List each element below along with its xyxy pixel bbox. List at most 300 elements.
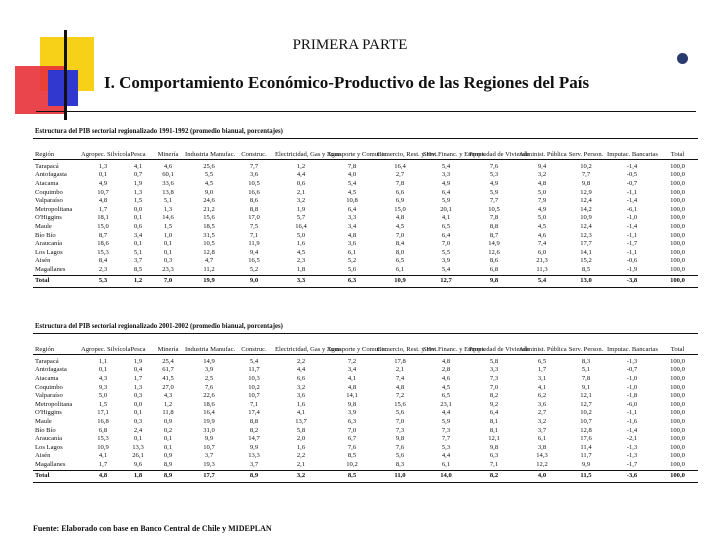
table-cell: 8,4: [395, 240, 405, 248]
table-cell: 9,8: [581, 179, 591, 187]
table-cell: 4,7: [204, 257, 214, 265]
table-row: [33, 206, 698, 215]
table-row: [33, 435, 698, 444]
table-cell: 2,1: [296, 188, 306, 196]
table-row: [33, 418, 698, 427]
table-cell: 23,3: [162, 265, 174, 273]
table-cell: 10,5: [248, 179, 260, 187]
total-cell: 12,7: [423, 275, 469, 287]
table-row: [33, 452, 698, 461]
table-cell: 5,9: [489, 188, 499, 196]
column-header: Imputac. Bancarias: [607, 138, 657, 159]
table-cell: 8,7: [489, 231, 499, 239]
table-cell: 7,0: [489, 383, 499, 391]
table-cell: 0,1: [163, 248, 173, 256]
table-cell: 4,5: [296, 248, 306, 256]
table-cell: 12,1: [488, 435, 500, 443]
region-name: Metropolitana: [35, 400, 73, 408]
table-cell: 14,9: [488, 240, 500, 248]
column-header: Región: [33, 138, 81, 159]
table-cell: 12,8: [203, 248, 215, 256]
table-cell: 41,5: [162, 374, 174, 382]
table-cell: 18,5: [203, 222, 215, 230]
table-cell: 8,2: [489, 392, 499, 400]
table-cell: 14,2: [580, 205, 592, 213]
total-cell: 13,0: [565, 275, 607, 287]
region-name: Araucanía: [35, 435, 63, 443]
table-cell: 11,2: [203, 265, 215, 273]
table-cell: 100,0: [670, 248, 685, 256]
table-row: [33, 223, 698, 232]
table-row: [33, 232, 698, 241]
table-cell: 9,9: [204, 435, 214, 443]
table-cell: -1,3: [626, 452, 638, 460]
table-cell: 1,6: [296, 400, 306, 408]
table-cell: 6,5: [537, 357, 547, 365]
table-cell: 100,0: [670, 265, 685, 273]
total-cell: 5,3: [81, 275, 125, 287]
table-cell: 7,0: [395, 417, 405, 425]
region-name: Bío Bío: [35, 426, 56, 434]
column-header: Total: [657, 138, 698, 159]
table-cell: -1,1: [626, 231, 638, 239]
table-cell: 9,3: [98, 383, 108, 391]
total-cell: 17,7: [185, 470, 233, 482]
table-cell: 7,8: [581, 374, 591, 382]
table-cell: 3,7: [537, 426, 547, 434]
table-cell: 0,3: [133, 392, 143, 400]
region-name: Atacama: [35, 179, 59, 187]
table-cell: 100,0: [670, 188, 685, 196]
table-cell: 3,6: [347, 240, 357, 248]
total-label: Total: [33, 275, 81, 287]
table-cell: -1,4: [626, 162, 638, 170]
table-cell: 5,2: [249, 265, 259, 273]
region-name: Tarapacá: [35, 357, 59, 365]
table-cell: 4,1: [347, 374, 357, 382]
table-cell: -6,0: [626, 400, 638, 408]
column-header: Transporte y Comunic.: [327, 333, 377, 354]
table-cell: 4,6: [441, 374, 451, 382]
table-cell: 25,6: [203, 162, 215, 170]
table-cell: 6,4: [441, 188, 451, 196]
region-name: Maule: [35, 417, 52, 425]
table-cell: 13,8: [162, 188, 174, 196]
column-header: Total: [657, 333, 698, 354]
table-cell: 2,8: [441, 366, 451, 374]
table-cell: 5,6: [347, 265, 357, 273]
table-cell: 8,5: [581, 265, 591, 273]
table-cell: 5,9: [441, 197, 451, 205]
total-cell: 100,0: [657, 275, 698, 287]
table-cell: 2,1: [296, 460, 306, 468]
table-row: [33, 461, 698, 470]
total-cell: 14,0: [423, 470, 469, 482]
table-cell: 0,6: [133, 222, 143, 230]
table-cell: 8,8: [249, 205, 259, 213]
table-cell: 20,1: [440, 205, 452, 213]
table-cell: 27,0: [162, 383, 174, 391]
column-header: Pesca: [125, 333, 151, 354]
total-cell: 8,9: [151, 470, 185, 482]
table-cell: 21,2: [203, 205, 215, 213]
table-cell: 17,6: [580, 435, 592, 443]
column-header: Región: [33, 333, 81, 354]
table-cell: 9,2: [489, 400, 499, 408]
table-cell: 5,4: [347, 179, 357, 187]
table-cell: -1,3: [626, 443, 638, 451]
table-cell: 12,3: [580, 231, 592, 239]
table-cell: 11,3: [536, 265, 548, 273]
table-cell: 4,8: [98, 197, 108, 205]
table-cell: 2,2: [296, 357, 306, 365]
table-cell: 17,8: [394, 357, 406, 365]
total-cell: 1,2: [125, 275, 151, 287]
table-cell: 3,6: [296, 392, 306, 400]
table-cell: 4,1: [133, 162, 143, 170]
table-cell: 1,7: [133, 374, 143, 382]
table-cell: 3,9: [347, 409, 357, 417]
table-cell: 4,8: [395, 383, 405, 391]
table-cell: 11,8: [162, 409, 174, 417]
table-cell: 100,0: [670, 257, 685, 265]
table-cell: 3,1: [537, 374, 547, 382]
table-cell: 31,5: [203, 231, 215, 239]
table-cell: 6,8: [98, 426, 108, 434]
table-cell: 100,0: [670, 460, 685, 468]
total-cell: 1,8: [125, 470, 151, 482]
table-cell: 7,4: [537, 240, 547, 248]
slide-title: I. Comportamiento Económico-Productivo de las Regiones del País: [104, 73, 590, 92]
table-cell: 3,3: [441, 171, 451, 179]
table-cell: 7,0: [395, 231, 405, 239]
table-cell: 18,6: [97, 240, 109, 248]
table-cell: -0,5: [626, 171, 638, 179]
table-cell: 4,5: [537, 222, 547, 230]
table-cell: 3,2: [537, 417, 547, 425]
table-cell: 2,7: [395, 171, 405, 179]
table-cell: 16,5: [248, 257, 260, 265]
table-cell: 8,8: [489, 222, 499, 230]
table-cell: 6,7: [347, 435, 357, 443]
table-cell: 19,3: [203, 460, 215, 468]
table-cell: 10,2: [580, 409, 592, 417]
table-row: [33, 214, 698, 223]
table-cell: 5,0: [537, 188, 547, 196]
table-cell: 18,6: [203, 400, 215, 408]
total-cell: 3,3: [275, 275, 327, 287]
table-row: [33, 197, 698, 206]
table-title: Estructura del PIB sectorial regionalizado 1991-1992 (promedio bianual, porcentajes): [35, 128, 283, 135]
column-header: Propiedad de Vivienda: [469, 138, 519, 159]
table-cell: 14,9: [203, 357, 215, 365]
table-cell: 100,0: [670, 222, 685, 230]
column-header: Comercio, Rest. y Hot.: [377, 138, 423, 159]
table-cell: 2,3: [296, 257, 306, 265]
table-cell: 3,4: [347, 366, 357, 374]
table-cell: 17,4: [248, 409, 260, 417]
table-cell: 6,5: [441, 222, 451, 230]
table-cell: 5,2: [347, 257, 357, 265]
table-cell: 33,6: [162, 179, 174, 187]
column-header: Minería: [151, 138, 185, 159]
table-cell: 0,1: [133, 409, 143, 417]
table-cell: -6,1: [626, 205, 638, 213]
region-name: Araucanía: [35, 240, 63, 248]
table-row: [33, 392, 698, 401]
column-header: Administ. Pública: [519, 333, 565, 354]
table-cell: -1,6: [626, 417, 638, 425]
table-cell: 100,0: [670, 452, 685, 460]
decorative-blue-square: [48, 70, 78, 106]
table-cell: 7,1: [249, 400, 259, 408]
column-header: Serv. Financ. y Empres.: [423, 138, 469, 159]
table-cell: 10,5: [203, 240, 215, 248]
table-cell: 3,3: [347, 214, 357, 222]
table-cell: 100,0: [670, 400, 685, 408]
table-cell: 12,7: [580, 400, 592, 408]
table-cell: 7,1: [249, 231, 259, 239]
table-cell: -0,7: [626, 366, 638, 374]
table-cell: 3,6: [249, 171, 259, 179]
table-cell: 100,0: [670, 205, 685, 213]
table-cell: 9,6: [133, 460, 143, 468]
table-cell: 7,3: [395, 426, 405, 434]
table-cell: 9,0: [204, 188, 214, 196]
table-cell: 1,7: [537, 366, 547, 374]
table-cell: 2,4: [133, 426, 143, 434]
table-cell: 5,5: [204, 171, 214, 179]
table-cell: 1,2: [296, 162, 306, 170]
column-header: Industria Manufac.: [185, 138, 233, 159]
table-cell: 9,8: [347, 400, 357, 408]
table-cell: 4,9: [98, 179, 108, 187]
total-cell: 19,9: [185, 275, 233, 287]
table-cell: 6,6: [395, 188, 405, 196]
table-cell: -1,3: [626, 357, 638, 365]
table-cell: 4,8: [441, 357, 451, 365]
table-cell: 1,3: [163, 205, 173, 213]
column-header: Construc.: [233, 333, 275, 354]
table-cell: 8,4: [98, 257, 108, 265]
table-cell: 9,1: [581, 383, 591, 391]
total-row: [33, 275, 698, 287]
table-cell: 7,2: [395, 392, 405, 400]
table-cell: 4,9: [489, 179, 499, 187]
table-cell: 1,9: [133, 357, 143, 365]
table-cell: 3,3: [489, 366, 499, 374]
table-cell: 8,9: [163, 460, 173, 468]
table-cell: 6,8: [489, 265, 499, 273]
table-cell: 16,6: [248, 188, 260, 196]
table-cell: 7,0: [441, 240, 451, 248]
table-cell: 4,9: [537, 205, 547, 213]
region-name: Coquimbo: [35, 188, 63, 196]
table-cell: 4,1: [537, 383, 547, 391]
total-label: Total: [33, 470, 81, 482]
table-cell: 1,9: [133, 179, 143, 187]
table-cell: 100,0: [670, 197, 685, 205]
table-cell: 0,1: [133, 435, 143, 443]
table-cell: 3,9: [204, 366, 214, 374]
column-header: Agropec. Silvícola: [81, 138, 125, 159]
table-cell: 26,1: [132, 452, 144, 460]
column-header: Electricidad, Gas y Agua: [275, 333, 327, 354]
table-cell: 9,4: [249, 248, 259, 256]
table-cell: 0,1: [133, 240, 143, 248]
table-cell: -1,0: [626, 374, 638, 382]
table-row: [33, 384, 698, 393]
table-cell: 16,4: [394, 162, 406, 170]
table-cell: 3,9: [441, 257, 451, 265]
table-cell: 4,6: [537, 231, 547, 239]
column-header: Serv. Financ. y Empres.: [423, 333, 469, 354]
total-cell: 8,9: [233, 470, 275, 482]
table-cell: 15,6: [394, 400, 406, 408]
table-cell: 7,7: [489, 197, 499, 205]
table-cell: 11,7: [580, 452, 592, 460]
table-cell: 0,1: [133, 214, 143, 222]
table-cell: -0,7: [626, 179, 638, 187]
region-name: Magallanes: [35, 265, 66, 273]
table-cell: 0,3: [163, 257, 173, 265]
table-cell: 4,4: [441, 409, 451, 417]
table-cell: 7,6: [347, 443, 357, 451]
table-cell: 4,8: [347, 383, 357, 391]
table-cell: 6,2: [537, 392, 547, 400]
table-cell: 100,0: [670, 426, 685, 434]
total-cell: 6,3: [327, 275, 377, 287]
table-row: [33, 409, 698, 418]
total-cell: 4,0: [519, 470, 565, 482]
column-header: Transporte y Comunic.: [327, 138, 377, 159]
table-cell: 7,8: [347, 162, 357, 170]
table-cell: 4,8: [347, 231, 357, 239]
table-cell: 10,8: [346, 197, 358, 205]
table-cell: 9,9: [581, 460, 591, 468]
table-cell: 3,7: [204, 452, 214, 460]
table-row: [33, 427, 698, 436]
table-cell: 100,0: [670, 240, 685, 248]
table-cell: 6,6: [296, 374, 306, 382]
table-cell: 16,8: [97, 417, 109, 425]
table-cell: 15,3: [97, 435, 109, 443]
table-cell: 100,0: [670, 179, 685, 187]
table-row: [33, 159, 698, 171]
table-cell: 5,6: [395, 409, 405, 417]
table-cell: 1,3: [98, 162, 108, 170]
table-cell: 2,1: [395, 366, 405, 374]
total-cell: 10,9: [377, 275, 423, 287]
region-name: Bío Bío: [35, 231, 56, 239]
table-cell: 18,1: [97, 214, 109, 222]
region-name: Los Lagos: [35, 443, 63, 451]
column-header: Imputac. Bancarias: [607, 333, 657, 354]
region-name: Coquimbo: [35, 383, 63, 391]
table-cell: 14,3: [536, 452, 548, 460]
table-cell: 8,8: [249, 417, 259, 425]
table-cell: 17,1: [97, 409, 109, 417]
table-cell: 2,3: [98, 265, 108, 273]
table-cell: 0,1: [98, 366, 108, 374]
table-cell: 16,4: [203, 409, 215, 417]
table-row: [33, 354, 698, 366]
column-header: Construc.: [233, 138, 275, 159]
table-cell: 3,8: [537, 443, 547, 451]
table-cell: -0,6: [626, 257, 638, 265]
table-cell: 0,6: [296, 179, 306, 187]
table-cell: 14,1: [580, 248, 592, 256]
table-row: [33, 171, 698, 180]
table-cell: -1,4: [626, 426, 638, 434]
table-cell: 15,0: [394, 205, 406, 213]
region-name: Metropolitana: [35, 205, 73, 213]
table-cell: 100,0: [670, 435, 685, 443]
table-cell: 8,6: [249, 197, 259, 205]
table-cell: 10,9: [580, 214, 592, 222]
table-cell: 6,3: [489, 452, 499, 460]
table-cell: 4,4: [296, 366, 306, 374]
table-cell: -1,1: [626, 409, 638, 417]
table-cell: -1,4: [626, 197, 638, 205]
table-cell: 4,5: [204, 179, 214, 187]
table-row: [33, 257, 698, 266]
table-cell: 100,0: [670, 417, 685, 425]
table-cell: 7,6: [204, 383, 214, 391]
table-cell: 1,9: [296, 205, 306, 213]
region-name: Atacama: [35, 374, 59, 382]
column-header: Serv. Person.: [565, 138, 607, 159]
column-header: Industria Manufac.: [185, 333, 233, 354]
table-cell: 4,4: [296, 171, 306, 179]
column-header: Comercio, Rest. y Hot.: [377, 333, 423, 354]
table-cell: 4,5: [441, 383, 451, 391]
table-cell: 8,5: [347, 452, 357, 460]
table-cell: 100,0: [670, 374, 685, 382]
table-cell: 7,3: [441, 426, 451, 434]
title-underline: [36, 111, 696, 112]
table-cell: 3,4: [347, 222, 357, 230]
table-cell: 17,0: [248, 214, 260, 222]
table-cell: 22,6: [203, 392, 215, 400]
table-cell: 3,6: [537, 400, 547, 408]
decorative-vertical-line: [64, 30, 67, 120]
table-cell: 14,7: [248, 435, 260, 443]
table-cell: 5,4: [441, 162, 451, 170]
region-name: Maule: [35, 222, 52, 230]
total-cell: 11,0: [377, 470, 423, 482]
table-cell: 11,9: [248, 240, 260, 248]
region-name: Antofagasta: [35, 366, 67, 374]
total-cell: 8,2: [469, 470, 519, 482]
table-cell: 8,7: [98, 231, 108, 239]
table-cell: 5,1: [581, 366, 591, 374]
table-cell: 7,4: [395, 374, 405, 382]
table-cell: 5,9: [441, 417, 451, 425]
column-header: Propiedad de Vivienda: [469, 333, 519, 354]
table-cell: 8,1: [489, 426, 499, 434]
table-cell: 0,0: [133, 205, 143, 213]
bullet-dot-icon: [677, 53, 688, 64]
table-cell: 0,3: [133, 417, 143, 425]
total-cell: 7,0: [151, 275, 185, 287]
table-cell: 4,5: [395, 222, 405, 230]
table-cell: 5,5: [441, 248, 451, 256]
table-cell: 100,0: [670, 214, 685, 222]
table-row: [33, 366, 698, 375]
table-cell: 10,2: [248, 383, 260, 391]
total-cell: 8,5: [327, 470, 377, 482]
